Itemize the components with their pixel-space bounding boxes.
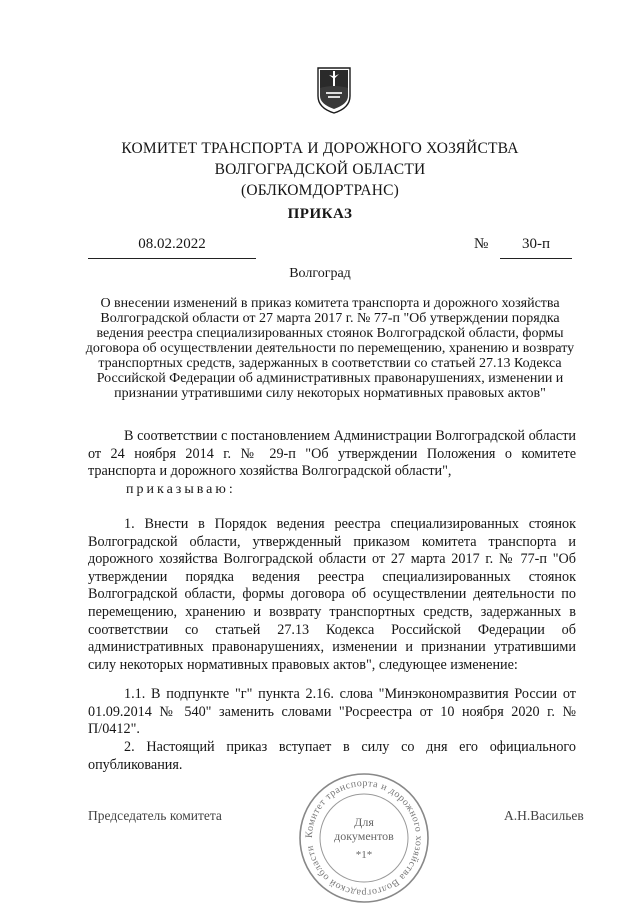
preamble-paragraph: В соответствии с постановлением Администрации Волгоградской области от 24 ноября 2014 г. № 29-п "Об утверждении Положения о комитете транспорта и дорожного хозяйства Волгоградской области", [88, 428, 576, 480]
committee-abbreviation: (ОБЛКОМДОРТРАНС) [240, 182, 400, 199]
item-1-paragraph: 1. Внести в Порядок ведения реестра специализированных стоянок Волгоградской области, утвержденный приказом комитета транспорта и дорожного хозяйства Волгоградской области от 27 марта 2017 г. № 77-п "Об утверждении порядка ведения реестра специализированных стоянок Волгоградской области, формы договора об осуществлении деятельности по перемещению, хранению и возврату транспортных средств, задержанных в соответствии со статьей 27.13 Кодекса Российской Федерации об административных правонарушениях, изменении и признании утратившими силу некоторых нормативных правовых актов", следующее изменение: [88, 516, 576, 673]
committee-name-line1: КОМИТЕТ ТРАНСПОРТА И ДОРОЖНОГО ХОЗЯЙСТВА [121, 140, 519, 157]
item-2-paragraph: 2. Настоящий приказ вступает в силу со дня его официального опубликования. [88, 739, 576, 773]
decree-word: приказываю: [126, 482, 236, 497]
signer-name: А.Н.Васильев [504, 808, 584, 823]
stamp-center-text-2: документов [334, 829, 394, 843]
official-stamp [296, 770, 432, 906]
stamp-outer-text: Комитет транспорта и дорожного хозяйства Волгоградской области [303, 777, 425, 899]
order-number: 30-п [500, 234, 572, 259]
committee-name-line2: ВОЛГОГРАДСКОЙ ОБЛАСТИ [214, 161, 426, 178]
stamp-center-text-1: Для [354, 815, 374, 829]
coat-of-arms-emblem [316, 66, 352, 114]
signer-title: Председатель комитета [88, 808, 222, 823]
order-city: Волгоград [289, 266, 351, 281]
order-subject: О внесении изменений в приказ комитета транспорта и дорожного хозяйства Волгоградской области от 27 марта 2017 г. № 77-п "Об утверждении порядка ведения реестра специализированных стоянок Волгоградской области, формы договора об осуществлении деятельности по перемещению, хранению и возврату транспортных средств, задержанных в соответствии со статьей 27.13 Кодекса Российской Федерации об административных правонарушениях, изменении и признании утратившими силу некоторых нормативных правовых актов" [85, 296, 575, 401]
order-date: 08.02.2022 [88, 234, 256, 259]
item-1-1-paragraph: 1.1. В подпункте "г" пункта 2.16. слова "Минэкономразвития России от 01.09.2014 № 540" заменить словами "Росреестра от 10 ноября 2020 г. № П/0412". [88, 686, 576, 738]
order-number-sign: № [474, 236, 489, 252]
stamp-number: *1* [355, 849, 373, 861]
order-title: ПРИКАЗ [287, 206, 353, 222]
